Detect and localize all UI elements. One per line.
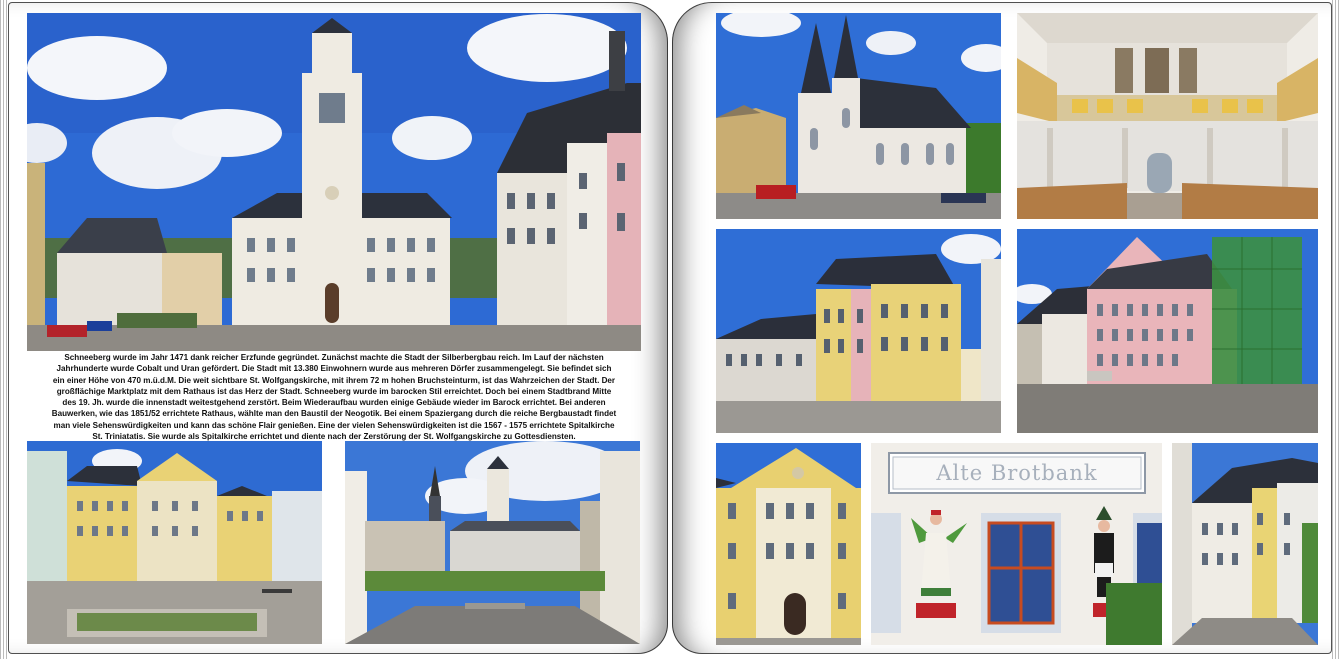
description-text [27,352,641,442]
photo-church-interior [1017,13,1318,219]
caption-line: St. Triniatatis. Sie wurde als Spitalkirche errichtet und diente nach der Zerstörung der St. Wolfgangskirche zu Gottesdiensten. [92,432,576,442]
photo-baroque-square-fountain [27,441,322,644]
photo-alte-brotbank-sign [871,443,1162,645]
caption-line: Bauwerken, wie das 1851/52 errichtete Rathaus, wählte man den Baustil der Neogotik. Bei einem Spaziergang durch die reiche Bergbaustadt findet [51,409,617,419]
photo-yellow-ornate-facade [716,443,861,645]
photo-pink-baroque-building [1017,229,1318,433]
sign-label: Alte Brotbank [936,461,1098,485]
caption-line: Jahrhunderte wurde Cobalt und Uran gefördert. Die Stadt mit 13.380 Einwohnern wurde aus mehreren Dörfer zusammengelegt. Sie befindet sich [56,364,612,374]
photo-white-church [716,13,1001,219]
caption-line: großflächige Marktplatz mit dem Rathaus ist das Herz der Stadt. Schneeberg wurde im barocken Stil erreichtet. Doch bei einem Stadtbrand Mitte [56,386,612,396]
photo-colorful-houses [716,229,1001,433]
photo-town-hall-market [27,13,641,351]
caption-line: ein einer Höhe von 470 m.ü.d.M. Die weit sichtbare St. Wolfgangskirche, mit ihrem 72 m hohen Bruchsteinturm, ist das Wahrzeichen der Stadt. Der [52,375,616,385]
caption-line: Schneeberg wurde im Jahr 1471 dank reicher Erzfunde gegründet. Zunächst machte die Stadt der Silberbergbau reich. Im Lauf der nächsten [64,353,604,362]
photo-narrow-street-houses [1172,443,1318,645]
photo-street-tower-view [345,441,640,644]
caption-line: des 19. Jh. wurde die innenstadt weitestgehend zerstört. Beim Wiederaufbau wurden einige Gebäude wieder im Barock errichtet. Bei anderen [62,398,606,408]
caption-line: man viele Sehenswürdigkeiten und kann das schöne Flair genießen. Eine der vielen Sehenswürdigkeiten ist die 1567 - 1575 errichtete Spitalkirche [53,420,615,430]
